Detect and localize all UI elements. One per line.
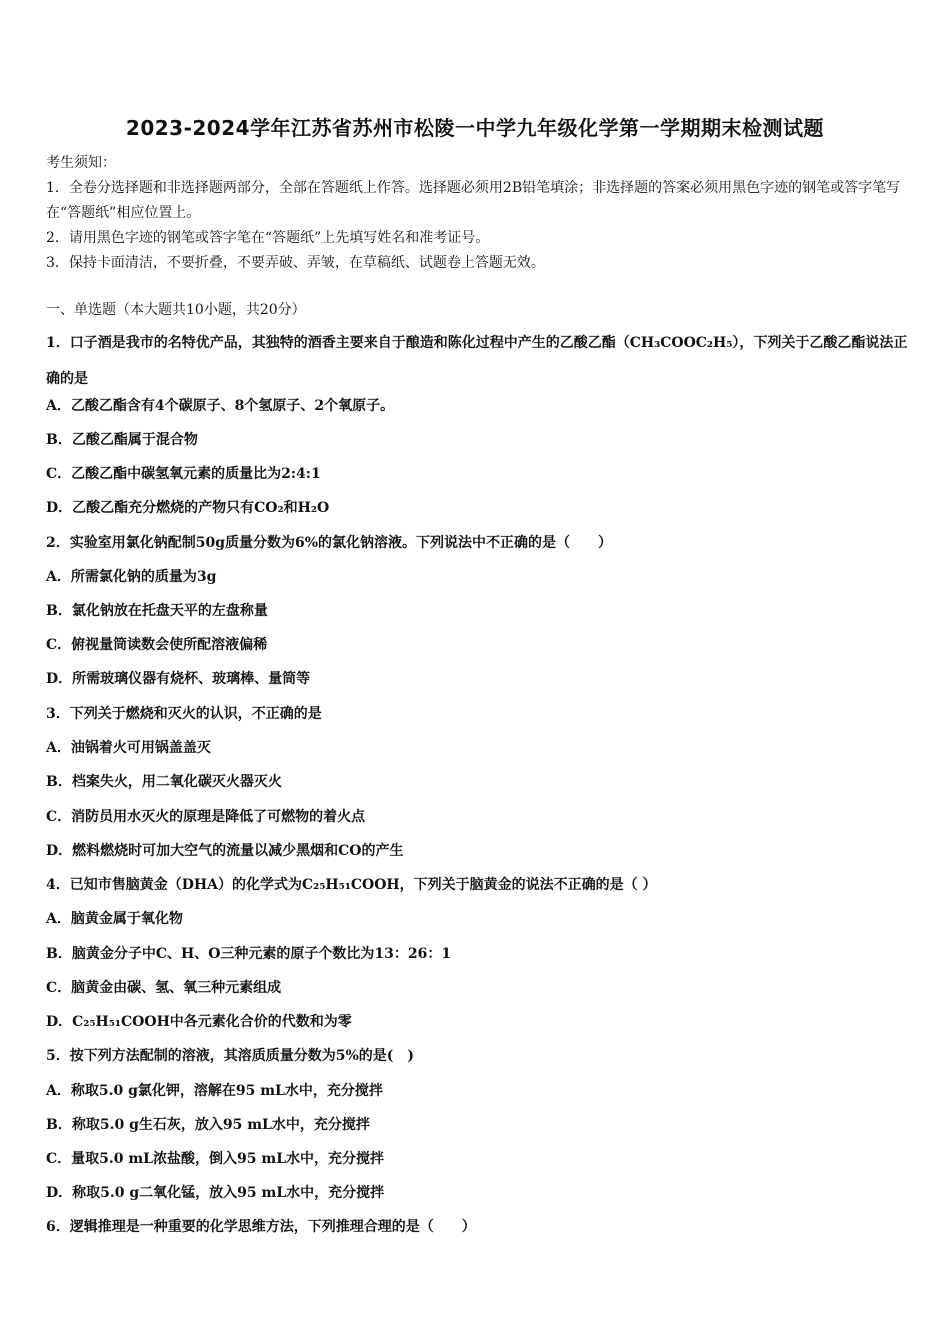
question-2-option-b: B．氯化钠放在托盘天平的左盘称量 xyxy=(46,603,268,619)
question-2-option-a: A．所需氯化钠的质量为3g xyxy=(46,569,217,585)
question-5-option-c: C．量取5.0 mL浓盐酸，倒入95 mL水中，充分搅拌 xyxy=(46,1151,385,1167)
question-3-option-a: A．油锅着火可用锅盖盖灭 xyxy=(46,740,211,756)
exam-notice xyxy=(46,151,908,276)
question-4-option-c: C．脑黄金由碳、氢、氧三种元素组成 xyxy=(46,980,282,996)
question-5-option-b: B．称取5.0 g生石灰，放入95 mL水中，充分搅拌 xyxy=(46,1117,370,1133)
question-3-option-c: C．消防员用水灭火的原理是降低了可燃物的着火点 xyxy=(46,809,366,825)
question-stem: 1．口子酒是我市的名特优产品，其独特的酒香主要来自于酿造和陈化过程中产生的乙酸乙酯（CH₃COOC₂H₅），下列关于乙酸乙酯说法正确的是 xyxy=(46,335,908,387)
question-5-option-a: A．称取5.0 g氯化钾，溶解在95 mL水中，充分搅拌 xyxy=(46,1083,383,1099)
question-1-option-d: D．乙酸乙酯充分燃烧的产物只有CO₂和H₂O xyxy=(46,500,330,516)
question-3-option-b: B．档案失火，用二氧化碳灭火器灭火 xyxy=(46,774,282,790)
question-4-stem: 4．已知市售脑黄金（DHA）的化学式为C₂₅H₅₁COOH，下列关于脑黄金的说法不正确的是（ ） xyxy=(46,877,657,893)
question-1-option-b: B．乙酸乙酯属于混合物 xyxy=(46,432,198,448)
question-4-option-a: A．脑黄金属于氧化物 xyxy=(46,911,183,927)
question-3-stem: 3．下列关于燃烧和灭火的认识，不正确的是 xyxy=(46,706,322,722)
notice-item: 2．请用黑色字迹的钢笔或答字笔在“答题纸”上先填写姓名和准考证号。 xyxy=(46,230,490,246)
question-1-option-a: A．乙酸乙酯含有4个碳原子、8个氢原子、2个氧原子。 xyxy=(46,398,395,414)
page-title: 2023-2024学年江苏省苏州市松陵一中学九年级化学第一学期期末检测试题 xyxy=(125,116,825,140)
section-heading: 一、单选题（本大题共10小题，共20分） xyxy=(46,302,306,318)
question-1-option-c: C．乙酸乙酯中碳氢氧元素的质量比为2:4:1 xyxy=(46,466,321,482)
question-5-stem: 5．按下列方法配制的溶液，其溶质质量分数为5%的是( ) xyxy=(46,1048,415,1064)
question-1-stem xyxy=(46,325,908,397)
question-2-option-c: C．俯视量筒读数会使所配溶液偏稀 xyxy=(46,637,268,653)
notice-heading: 考生须知： xyxy=(46,155,116,171)
question-5-option-d: D．称取5.0 g二氧化锰，放入95 mL水中，充分搅拌 xyxy=(46,1185,385,1201)
question-3-option-d: D．燃料燃烧时可加大空气的流量以减少黑烟和CO的产生 xyxy=(46,843,404,859)
question-6-stem: 6．逻辑推理是一种重要的化学思维方法，下列推理合理的是（ ） xyxy=(46,1219,476,1235)
question-4-option-b: B．脑黄金分子中C、H、O三种元素的原子个数比为13：26：1 xyxy=(46,946,452,962)
notice-item: 1．全卷分选择题和非选择题两部分，全部在答题纸上作答。选择题必须用2B铅笔填涂；非选择题的答案必须用黑色字迹的钢笔或答字笔写在“答题纸”相应位置上。 xyxy=(46,180,901,221)
question-2-option-d: D．所需玻璃仪器有烧杯、玻璃棒、量筒等 xyxy=(46,671,311,687)
notice-item: 3．保持卡面清洁，不要折叠，不要弄破、弄皱，在草稿纸、试题卷上答题无效。 xyxy=(46,255,545,271)
question-2-stem: 2．实验室用氯化钠配制50g质量分数为6%的氯化钠溶液。下列说法中不正确的是（ ） xyxy=(46,535,613,551)
question-4-option-d: D．C₂₅H₅₁COOH中各元素化合价的代数和为零 xyxy=(46,1014,352,1030)
